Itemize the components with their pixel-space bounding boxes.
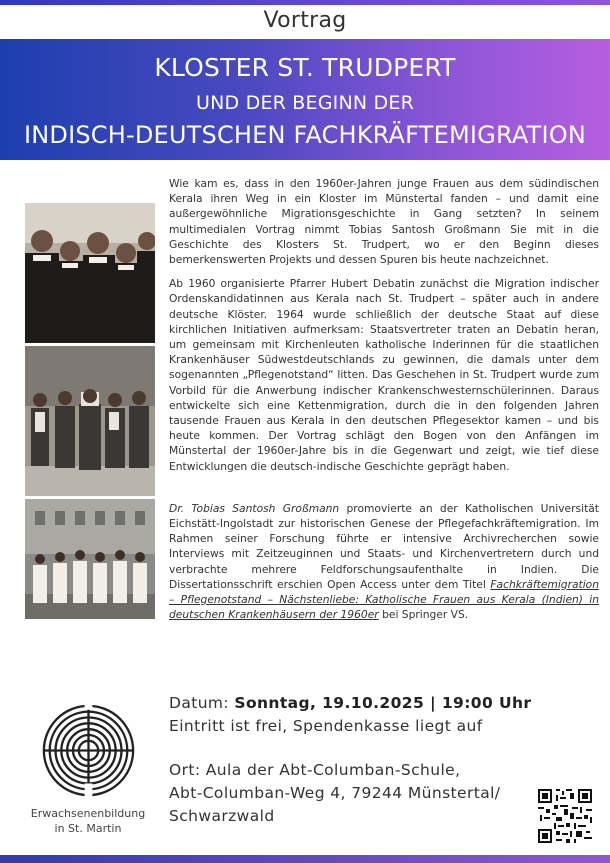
speaker-name: Dr. Tobias Santosh Großmann — [169, 501, 340, 515]
date-value: Sonntag, 19.10.2025 | 19:00 Uhr — [234, 694, 532, 712]
bio-end: bei Springer VS. — [378, 608, 469, 622]
qr-code-icon[interactable] — [536, 787, 594, 845]
event-place-line-3: Schwarzwald — [169, 807, 275, 825]
date-label: Datum: — [169, 694, 235, 712]
historic-photo-sisters — [25, 203, 155, 343]
title-line-2: UND DER BEGINN DER — [196, 92, 414, 114]
historic-photo-nurses — [25, 499, 155, 619]
speaker-bio — [169, 501, 599, 623]
event-date — [169, 694, 531, 712]
title-line-1: KLOSTER ST. TRUDPERT — [154, 53, 456, 82]
kicker-label: Vortrag — [263, 8, 347, 33]
event-entry: Eintritt ist frei, Spendenkasse liegt auf — [169, 717, 483, 735]
bio-text: promovierte an der Katholischen Universität Eichstätt-Ingolstadt zur historischen Genese der Pflegefachkräftemigration. Im Rahmen seiner Forschung führte er intensive Archivrecherchen sowie Interviews mit Zeitzeuginnen und Staats- und Kirchenvertretern durch und verbrachte mehrere Feldforschungsaufenthalte in Indien. Die Dissertationsschrift erschien Open Access unter dem Titel — [169, 501, 599, 591]
title-line-3: INDISCH-DEUTSCHEN FACHKRÄFTEMIGRATION — [23, 121, 587, 149]
organizer-line-1: Erwachsenenbildung — [30, 807, 146, 820]
event-place-line-2: Abt-Columban-Weg 4, 79244 Münstertal/ — [169, 784, 501, 802]
body-text — [169, 176, 599, 631]
event-place-line-1: Ort: Aula der Abt-Columban-Schule, — [169, 761, 461, 779]
title-banner — [0, 39, 610, 160]
labyrinth-icon — [40, 702, 137, 799]
bottom-accent-bar — [0, 855, 610, 863]
organizer-name — [18, 806, 158, 836]
historic-photo-group — [25, 346, 155, 496]
organizer-line-2: in St. Martin — [54, 822, 122, 835]
intro-paragraph: Wie kam es, dass in den 1960er-Jahren junge Frauen aus dem südindischen Kerala ihren Weg in ein Kloster im Münstertal fanden – und damit eine außergewöhnliche Migrationsgeschichte in Gang setzten? In seinem multimedialen Vortrag nimmt Tobias Santosh Großmann Sie mit in die Geschichte des Klosters St. Trudpert, wo er den Beginn dieses bemerkenswerten Projekts und dessen Spuren bis heute nachzeichnet. — [169, 177, 599, 267]
photo-column — [25, 203, 155, 619]
top-accent-bar — [0, 0, 610, 5]
history-paragraph: Ab 1960 organisierte Pfarrer Hubert Debatin zunächst die Migration indischer Ordenskandidatinnen aus Kerala nach St. Trudpert – später auch in andere deutsche Klöster. 1964 wurde schließlich der deutsche Staat auf diese kirchlichen Initiativen aufmerksam: Staatsvertreter traten an Debatin heran, um gemeinsam mit Kirchenleuten katholische Inderinnen für die staatlichen Krankenhäuser Südwestdeutschlands zu gewinnen, die damals unter dem sogenannten „Pflegenotstand“ litten. Das Geschehen in St. Trudpert wurde zum Vorbild für die Anwerbung indischer Krankenschwesternschülerinnen. Daraus entwickelte sich eine Kettenmigration, durch die in den folgenden Jahren tausende Frauen aus Kerala in den deutschen Pflegesektor kamen – und bis heute kommen. Der Vortrag schlägt den Bogen von den Anfängen im Münstertal der 1960er-Jahre bis in die Gegenwart und zeigt, wie tief diese Entwicklungen die deutsch-indische Geschichte geprägt haben. — [169, 277, 599, 473]
dissertation-title: Fachkräftemigration – Pflegenotstand – Nächstenliebe: Katholische Frauen aus Kerala (Indien) in deutschen Krankenhäusern der 1960er — [169, 577, 599, 622]
